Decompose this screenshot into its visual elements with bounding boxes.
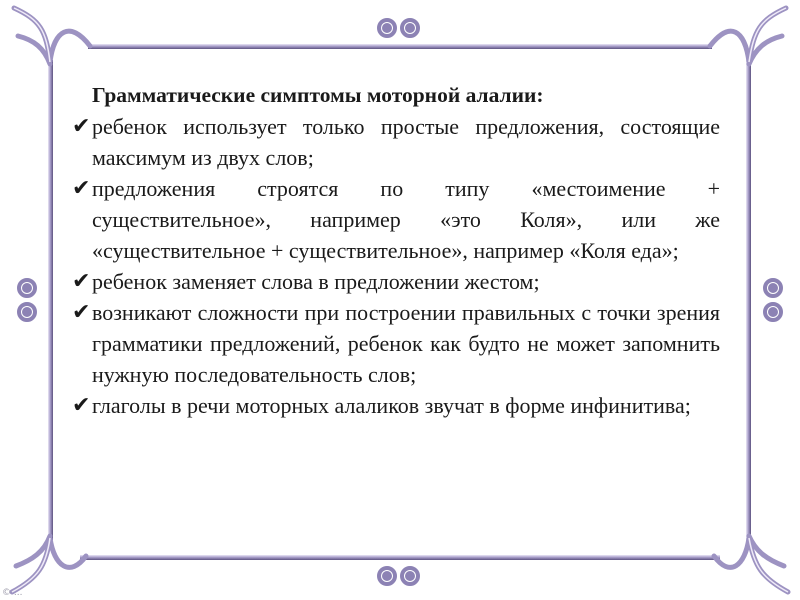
list-item [72, 111, 720, 173]
check-mark-icon: ✔ [72, 300, 91, 325]
check-mark-icon: ✔ [72, 176, 91, 201]
list-item-text: ребенок использует только простые предложения, состоящие максимум из двух слов; [92, 114, 720, 170]
list-item [72, 297, 720, 390]
frame-right-bar [746, 60, 751, 540]
slide-title: Грамматические симптомы моторной алалии: [92, 83, 544, 107]
corner-ribbon-top-right [710, 8, 786, 62]
frame-top-bar [88, 44, 712, 49]
list-item-text: глаголы в речи моторных алаликов звучат в форме инфинитива; [92, 393, 691, 418]
corner-ribbon-top-left [14, 8, 90, 62]
list-item-text: возникают сложности при построении правильных с точки зрения грамматики предложений, ребенок как будто не может запомнить нужную последовательность слов; [92, 300, 720, 387]
check-mark-icon: ✔ [72, 393, 91, 418]
list-item [72, 266, 720, 297]
list-item [72, 390, 720, 421]
list-item-text: предложения строятся по типу «местоимение + существительное», например «это Коля», или же «существительное + существительное», например «Коля еда»; [92, 176, 720, 263]
slide-content [72, 80, 720, 421]
frame-bottom-bar [80, 555, 720, 560]
list-item-text: ребенок заменяет слова в предложении жестом; [92, 269, 540, 294]
check-mark-icon: ✔ [72, 114, 91, 139]
swirl-ornament-bottom [379, 568, 418, 584]
list-item [72, 173, 720, 266]
swirl-ornament-top [379, 20, 418, 36]
swirl-ornament-right [765, 280, 781, 320]
swirl-ornament-left [19, 280, 35, 320]
check-mark-icon: ✔ [72, 269, 91, 294]
watermark: © ... [2, 588, 23, 598]
frame-left-bar [48, 60, 53, 540]
